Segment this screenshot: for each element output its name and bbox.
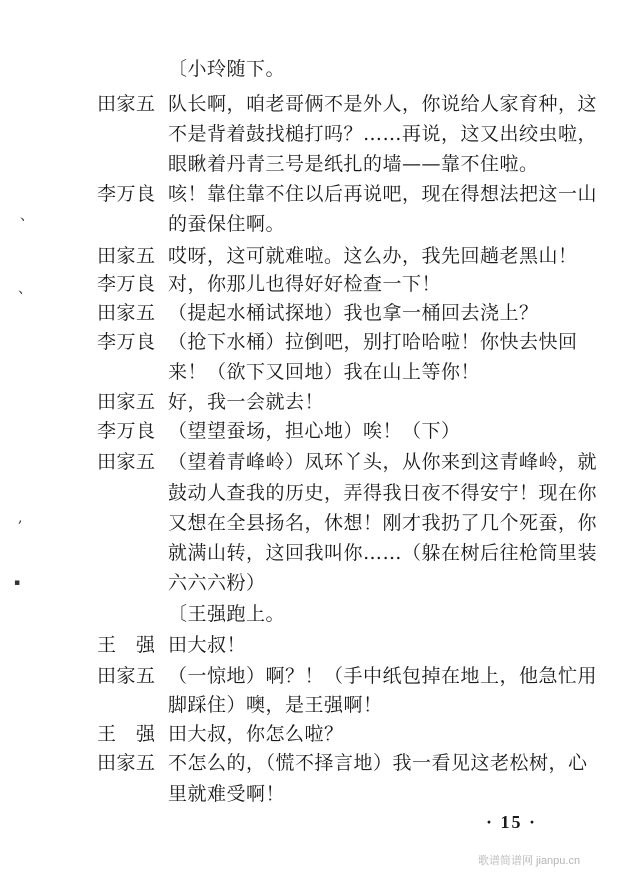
dialogue-line: 对，你那儿也得好好检查一下！ — [168, 273, 442, 295]
speaker-name: 田家五 — [97, 665, 156, 687]
dialogue-line: （一惊地）啊？！（手中纸包掉在地上，他急忙用 — [168, 665, 598, 687]
dialogue-line: 的蚕保住啊。 — [168, 213, 286, 235]
dialogue-line: 田大叔，你怎么啦？ — [168, 723, 344, 745]
dialogue-line: 不是背着鼓找槌打吗？……再说，这又出绞虫啦， — [168, 123, 598, 145]
dialogue-line: 眼瞅着丹青三号是纸扎的墙——靠不住啦。 — [168, 153, 539, 175]
speaker-name: 李万良 — [97, 420, 156, 442]
dialogue-line: （望着青峰岭）凤环丫头，从你来到这青峰岭，就 — [168, 451, 598, 473]
speaker-name: 田家五 — [97, 451, 156, 473]
margin-mark: , — [18, 510, 23, 526]
dialogue-line: （抢下水桶）拉倒吧，别打哈哈啦！你快去快回 — [168, 331, 578, 353]
dialogue-line: （提起水桶试探地）我也拿一桶回去浇上？ — [168, 302, 539, 324]
dialogue-line: （望望蚕场，担心地）唉！（下） — [168, 420, 461, 442]
speaker-name: 田家五 — [97, 752, 156, 774]
margin-mark: ▪ — [14, 578, 21, 588]
margin-mark: 、 — [18, 281, 32, 297]
dialogue-line: 田大叔！ — [168, 634, 247, 656]
speaker-name: 田家五 — [97, 391, 156, 413]
speaker-name: 田家五 — [97, 93, 156, 115]
dialogue-line: 脚踩住）噢，是王强啊！ — [168, 694, 383, 716]
dialogue-line: 好，我一会就去！ — [168, 391, 325, 413]
watermark: 歌谱简谱网 jianpu.cn — [478, 855, 581, 867]
dialogue-line: 又想在全县扬名，休想！刚才我扔了几个死蚕，你 — [168, 512, 598, 534]
speaker-name: 李万良 — [97, 183, 156, 205]
stage-direction: 〔王强跑上。 — [168, 603, 286, 625]
dialogue-line: 哎呀，这可就难啦。这么办，我先回趟老黑山！ — [168, 245, 578, 267]
dialogue-line: 不怎么的，（慌不择言地）我一看见这老松树，心 — [168, 752, 588, 774]
speaker-name: 李万良 — [97, 273, 156, 295]
page-number: · 15 · — [486, 812, 538, 832]
dialogue-line: 来！（欲下又回地）我在山上等你！ — [168, 361, 481, 383]
dialogue-line: 鼓动人查我的历史，弄得我日夜不得安宁！现在你 — [168, 482, 598, 504]
dialogue-line: 咳！靠住靠不住以后再说吧，现在得想法把这一山 — [168, 183, 598, 205]
speaker-name: 王 强 — [97, 634, 156, 656]
margin-mark: 、 — [20, 208, 34, 224]
speaker-name: 王 强 — [97, 723, 156, 745]
speaker-name: 田家五 — [97, 302, 156, 324]
dialogue-line: 里就难受啊！ — [168, 783, 286, 805]
dialogue-line: 六六六粉） — [168, 572, 266, 594]
dialogue-line: 就满山转，这回我叫你……（躲在树后往枪筒里装 — [168, 542, 598, 564]
stage-direction: 〔小玲随下。 — [168, 58, 286, 80]
speaker-name: 田家五 — [97, 245, 156, 267]
dialogue-line: 队长啊，咱老哥俩不是外人，你说给人家育种，这 — [168, 93, 598, 115]
speaker-name: 李万良 — [97, 331, 156, 353]
